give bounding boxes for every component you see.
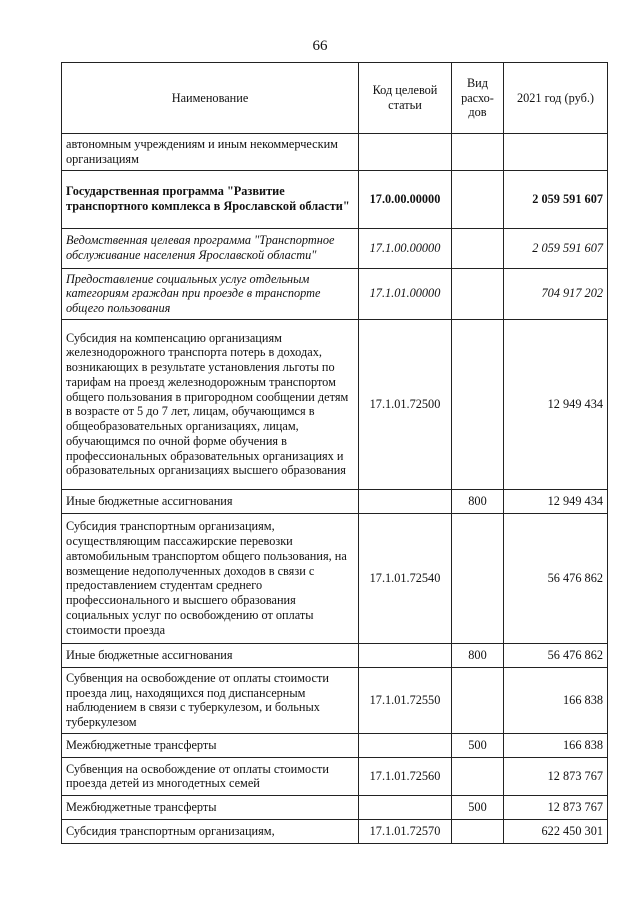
budget-table xyxy=(61,62,608,844)
cell-type: 500 xyxy=(452,795,504,819)
cell-code: 17.1.01.00000 xyxy=(359,268,452,319)
cell-sum: 166 838 xyxy=(504,667,608,733)
cell-type xyxy=(452,228,504,268)
cell-type xyxy=(452,513,504,643)
cell-sum: 166 838 xyxy=(504,733,608,757)
cell-type xyxy=(452,268,504,319)
cell-sum: 704 917 202 xyxy=(504,268,608,319)
cell-sum: 12 949 434 xyxy=(504,489,608,513)
cell-code: 17.1.01.72570 xyxy=(359,819,452,843)
cell-name: автономным учреждениям и иным некоммерческим организациям xyxy=(62,134,359,171)
table-row xyxy=(62,513,608,643)
cell-sum: 12 873 767 xyxy=(504,795,608,819)
cell-name: Иные бюджетные ассигнования xyxy=(62,489,359,513)
cell-name: Субвенция на освобождение от оплаты стоимости проезда лиц, находящихся под диспансерным наблюдением в связи с туберкулезом, и больных туберкулезом xyxy=(62,667,359,733)
cell-name: Субвенция на освобождение от оплаты стоимости проезда детей из многодетных семей xyxy=(62,757,359,795)
cell-code: 17.1.01.72540 xyxy=(359,513,452,643)
cell-sum: 12 873 767 xyxy=(504,757,608,795)
cell-sum: 622 450 301 xyxy=(504,819,608,843)
cell-sum: 56 476 862 xyxy=(504,513,608,643)
cell-code xyxy=(359,733,452,757)
cell-code xyxy=(359,643,452,667)
cell-type xyxy=(452,757,504,795)
cell-name: Субсидия транспортным организациям, осуществляющим пассажирские перевозки автомобильным транспортом общего пользования, на возмещение недополученных доходов в связи с предоставлением студентам среднего профессионального и высшего образования социальных услуг по освобождению от оплаты стоимости проезда xyxy=(62,513,359,643)
cell-sum: 12 949 434 xyxy=(504,319,608,489)
cell-type xyxy=(452,667,504,733)
cell-name: Субсидия транспортным организациям, xyxy=(62,819,359,843)
table-header-row xyxy=(62,63,608,134)
table-row xyxy=(62,757,608,795)
cell-name: Государственная программа "Развитие транспортного комплекса в Ярославской области" xyxy=(62,170,359,228)
cell-type: 800 xyxy=(452,489,504,513)
cell-code: 17.1.01.72550 xyxy=(359,667,452,733)
header-sum: 2021 год (руб.) xyxy=(504,63,608,134)
table-row xyxy=(62,733,608,757)
table-row xyxy=(62,134,608,171)
table-row xyxy=(62,228,608,268)
cell-code xyxy=(359,489,452,513)
cell-name: Межбюджетные трансферты xyxy=(62,795,359,819)
cell-type xyxy=(452,819,504,843)
header-type: Вид расхо-дов xyxy=(452,63,504,134)
table-row xyxy=(62,268,608,319)
cell-code xyxy=(359,134,452,171)
cell-type xyxy=(452,170,504,228)
table-body xyxy=(62,134,608,844)
cell-code: 17.1.01.72500 xyxy=(359,319,452,489)
cell-name: Ведомственная целевая программа "Транспортное обслуживание населения Ярославской области" xyxy=(62,228,359,268)
header-name: Наименование xyxy=(62,63,359,134)
table-row xyxy=(62,170,608,228)
page-number: 66 xyxy=(312,38,328,54)
table-row xyxy=(62,319,608,489)
cell-type: 500 xyxy=(452,733,504,757)
cell-name: Межбюджетные трансферты xyxy=(62,733,359,757)
table-row xyxy=(62,667,608,733)
cell-type: 800 xyxy=(452,643,504,667)
cell-name: Предоставление социальных услуг отдельным категориям граждан при проезде в транспорте общего пользования xyxy=(62,268,359,319)
cell-code: 17.1.01.72560 xyxy=(359,757,452,795)
cell-sum: 2 059 591 607 xyxy=(504,228,608,268)
cell-name: Иные бюджетные ассигнования xyxy=(62,643,359,667)
table-row xyxy=(62,795,608,819)
table-row xyxy=(62,643,608,667)
cell-name: Субсидия на компенсацию организациям железнодорожного транспорта потерь в доходах, возникающих в результате установления льготы по тарифам на проезд железнодорожным транспортом общего пользования в пригородном сообщении детям в возрасте от 5 до 7 лет, лицам, обучающимся в общеобразовательных организациях, лицам, обучающимся по очной форме обучения в профессиональных образовательных организациях и образовательных организациях высшего образования xyxy=(62,319,359,489)
cell-sum xyxy=(504,134,608,171)
table-row xyxy=(62,489,608,513)
table-row xyxy=(62,819,608,843)
header-code: Код целевой статьи xyxy=(359,63,452,134)
cell-code: 17.1.00.00000 xyxy=(359,228,452,268)
cell-code xyxy=(359,795,452,819)
cell-sum: 2 059 591 607 xyxy=(504,170,608,228)
cell-sum: 56 476 862 xyxy=(504,643,608,667)
cell-type xyxy=(452,134,504,171)
cell-type xyxy=(452,319,504,489)
cell-code: 17.0.00.00000 xyxy=(359,170,452,228)
